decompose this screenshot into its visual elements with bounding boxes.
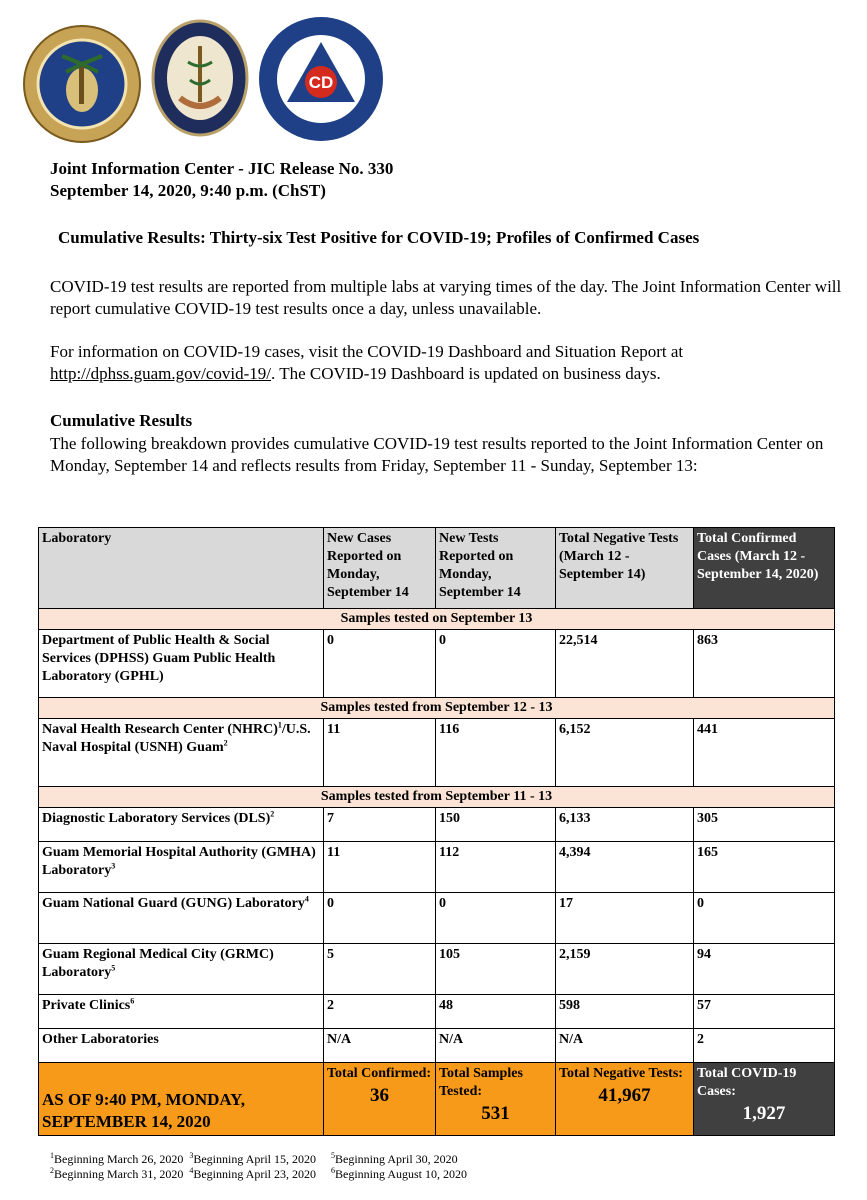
- footnote-6: Beginning August 10, 2020: [335, 1167, 468, 1181]
- header-total-confirmed: Total Confirmed Cases (March 12 - September 14, 2020): [694, 528, 835, 609]
- table-row: [39, 1029, 835, 1063]
- negative-cell: 6,152: [556, 719, 694, 787]
- dashboard-link[interactable]: http://dphss.guam.gov/covid-19/: [50, 364, 271, 383]
- as-of-label: AS OF 9:40 PM, MONDAY, SEPTEMBER 14, 2020: [42, 1090, 246, 1131]
- lab-name: Department of Public Health & Social Services (DPHSS) Guam Public Health Laboratory (GPHL): [39, 630, 324, 698]
- total-cases-label: Total COVID-19 Cases:: [697, 1066, 797, 1099]
- lab-name: [39, 808, 324, 842]
- confirmed-cell: 305: [694, 808, 835, 842]
- footnote-marker: 2: [270, 809, 275, 819]
- header-new-cases: New Cases Reported on Monday, September 14: [324, 528, 436, 609]
- new-cases-cell: 5: [324, 944, 436, 995]
- new-tests-cell: 0: [436, 630, 556, 698]
- total-cases-value: 1,927: [742, 1103, 786, 1124]
- confirmed-cell: 0: [694, 893, 835, 944]
- total-negative-label: Total Negative Tests:: [559, 1066, 683, 1081]
- cd-letters: CD: [308, 73, 334, 92]
- total-samples-label: Total Samples Tested:: [439, 1066, 523, 1099]
- confirmed-cell: 863: [694, 630, 835, 698]
- section-label: Samples tested on September 13: [39, 609, 835, 630]
- negative-cell: 22,514: [556, 630, 694, 698]
- office-of-civil-defense-logo: [256, 14, 386, 144]
- lab-name-text: Guam Memorial Hospital Authority (GMHA) Laboratory: [42, 845, 316, 878]
- footnote-marker: 6: [130, 996, 135, 1006]
- release-date: September 14, 2020, 9:40 p.m. (ChST): [50, 181, 326, 200]
- new-tests-cell: 48: [436, 995, 556, 1029]
- footnote-marker: 3: [111, 861, 116, 871]
- total-cases-cell: [694, 1063, 835, 1136]
- breakdown-paragraph: The following breakdown provides cumulative COVID-19 test results reported to the Joint Information Center on Monday, September 14 and reflects results from Friday, September 11 - Sunday, September 13:: [50, 434, 824, 475]
- new-cases-cell: 11: [324, 719, 436, 787]
- new-tests-cell: N/A: [436, 1029, 556, 1063]
- new-tests-cell: 150: [436, 808, 556, 842]
- cumulative-results-title: Cumulative Results: [50, 411, 193, 430]
- negative-cell: 2,159: [556, 944, 694, 995]
- footnote-marker: 4: [304, 894, 309, 904]
- new-tests-cell: 116: [436, 719, 556, 787]
- total-confirmed-label: Total Confirmed:: [327, 1066, 432, 1081]
- footnote-number: 6: [331, 1166, 335, 1175]
- lab-name: [39, 893, 324, 944]
- lab-name: [39, 995, 324, 1029]
- lab-name-part: /U.S. Naval Hospital (USNH) Guam: [42, 722, 311, 755]
- header-total-negative: Total Negative Tests (March 12 - September 14): [556, 528, 694, 609]
- table-row: [39, 893, 835, 944]
- dashboard-paragraph: [50, 341, 850, 385]
- footnote-2: Beginning March 31, 2020: [54, 1167, 184, 1181]
- new-cases-cell: N/A: [324, 1029, 436, 1063]
- confirmed-cell: 2: [694, 1029, 835, 1063]
- new-cases-cell: 11: [324, 842, 436, 893]
- lab-name: [39, 719, 324, 787]
- section-row: [39, 609, 835, 630]
- lab-name: Other Laboratories: [39, 1029, 324, 1063]
- footnotes: [50, 1152, 467, 1182]
- footnote-number: 5: [331, 1151, 335, 1160]
- new-tests-cell: 0: [436, 893, 556, 944]
- confirmed-cell: 165: [694, 842, 835, 893]
- table-row: [39, 719, 835, 787]
- lab-results-table: [38, 527, 835, 1136]
- table-row: [39, 630, 835, 698]
- total-negative-value: 41,967: [598, 1085, 651, 1106]
- new-cases-cell: 7: [324, 808, 436, 842]
- release-header: [50, 158, 393, 202]
- section-row: [39, 698, 835, 719]
- confirmed-cell: 441: [694, 719, 835, 787]
- new-tests-cell: 105: [436, 944, 556, 995]
- header-laboratory: Laboratory: [39, 528, 324, 609]
- dashboard-text-after: . The COVID-19 Dashboard is updated on business days.: [271, 364, 661, 383]
- as-of-cell: [39, 1063, 324, 1136]
- totals-row: [39, 1063, 835, 1136]
- table-row: [39, 808, 835, 842]
- footnote-1: Beginning March 26, 2020: [54, 1152, 184, 1166]
- footnote-5: Beginning April 30, 2020: [335, 1152, 458, 1166]
- total-samples-value: 531: [481, 1103, 510, 1124]
- governors-seal-logo: [22, 24, 142, 144]
- footnote-number: 4: [189, 1166, 194, 1175]
- header-new-tests: New Tests Reported on Monday, September 14: [436, 528, 556, 609]
- new-tests-cell: 112: [436, 842, 556, 893]
- confirmed-cell: 94: [694, 944, 835, 995]
- release-number: Joint Information Center - JIC Release No. 330: [50, 159, 394, 178]
- lab-name: [39, 944, 324, 995]
- footnote-marker: 1: [277, 720, 282, 730]
- footnote-number: 3: [189, 1151, 194, 1160]
- negative-cell: 4,394: [556, 842, 694, 893]
- footnote-number: 2: [50, 1166, 54, 1175]
- total-samples-cell: [436, 1063, 556, 1136]
- negative-cell: N/A: [556, 1029, 694, 1063]
- section-row: [39, 787, 835, 808]
- dashboard-text-before: For information on COVID-19 cases, visit the COVID-19 Dashboard and Situation Report at: [50, 342, 684, 361]
- public-health-social-services-logo: [150, 18, 250, 138]
- footnote-number: 1: [50, 1151, 54, 1160]
- lab-name-text: Diagnostic Laboratory Services (DLS): [42, 811, 271, 826]
- table-row: [39, 842, 835, 893]
- release-subhead: Cumulative Results: Thirty-six Test Positive for COVID-19; Profiles of Confirmed Cases: [58, 228, 700, 247]
- total-negative-cell: [556, 1063, 694, 1136]
- table-row: [39, 944, 835, 995]
- total-confirmed-cell: [324, 1063, 436, 1136]
- section-label: Samples tested from September 11 - 13: [39, 787, 835, 808]
- lab-name-text: Private Clinics: [42, 998, 131, 1013]
- section-label: Samples tested from September 12 - 13: [39, 698, 835, 719]
- footnote-marker: 5: [111, 963, 116, 973]
- lab-name-text: Guam Regional Medical City (GRMC) Laboratory: [42, 947, 274, 980]
- lab-name-text: Guam National Guard (GUNG) Laboratory: [42, 896, 305, 911]
- total-confirmed-value: 36: [370, 1085, 389, 1106]
- footnote-marker: 2: [223, 738, 228, 748]
- lab-name-part: Naval Health Research Center (NHRC): [42, 722, 278, 737]
- intro-paragraph: COVID-19 test results are reported from multiple labs at varying times of the day. The Joint Information Center will report cumulative COVID-19 test results once a day, unless unavailable.: [50, 277, 842, 318]
- lab-name: [39, 842, 324, 893]
- new-cases-cell: 0: [324, 893, 436, 944]
- footnote-4: Beginning April 23, 2020: [193, 1167, 316, 1181]
- footnote-3: Beginning April 15, 2020: [193, 1152, 316, 1166]
- table-row: [39, 995, 835, 1029]
- negative-cell: 6,133: [556, 808, 694, 842]
- new-cases-cell: 0: [324, 630, 436, 698]
- table-header-row: [39, 528, 835, 609]
- negative-cell: 598: [556, 995, 694, 1029]
- confirmed-cell: 57: [694, 995, 835, 1029]
- new-cases-cell: 2: [324, 995, 436, 1029]
- negative-cell: 17: [556, 893, 694, 944]
